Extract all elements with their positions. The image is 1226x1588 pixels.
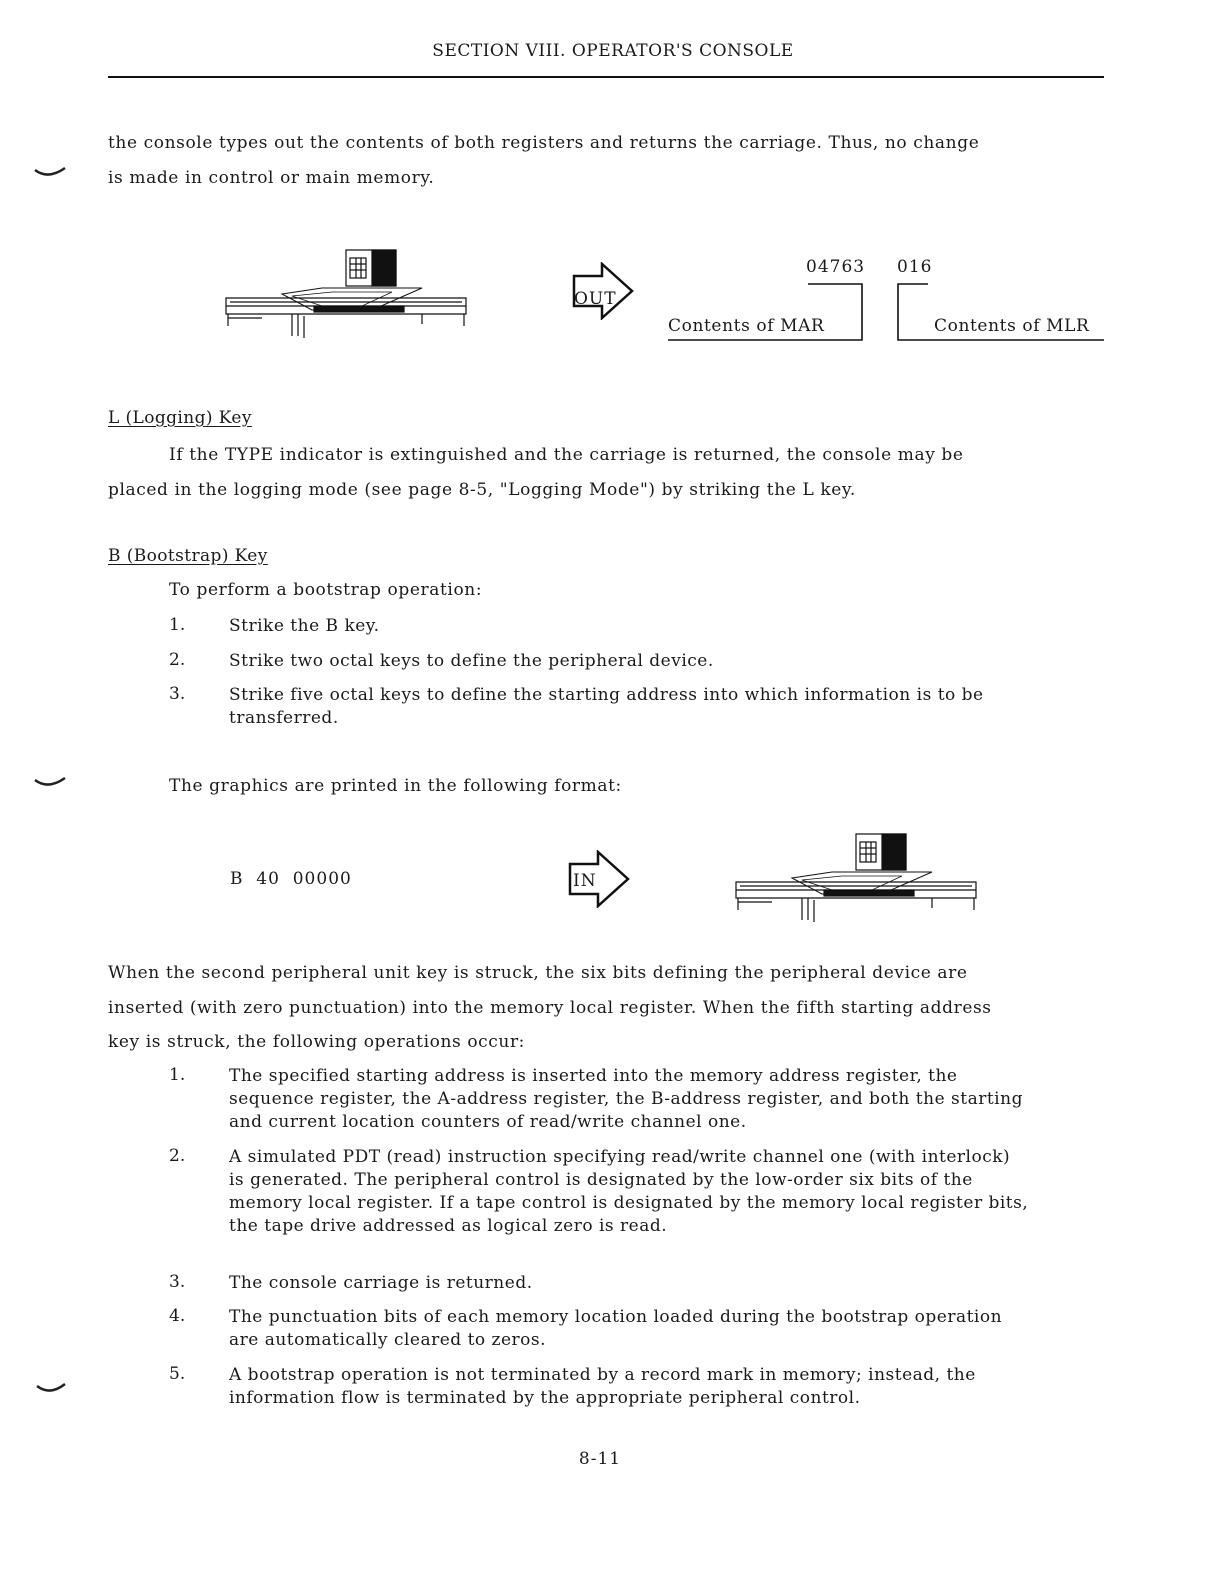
operation-text: The punctuation bits of each memory location loaded during the bootstrap operation are automatically cleared to zeros. [229, 1307, 1003, 1350]
step-text: Strike the B key. [229, 616, 380, 636]
intro-paragraph [108, 126, 1108, 195]
logging-heading: L (Logging) Key [108, 408, 252, 428]
intro-line-1: the console types out the contents of both registers and returns the carriage. Thus, no change [108, 133, 980, 153]
format-intro: The graphics are printed in the following format: [169, 776, 622, 796]
operation-text: A simulated PDT (read) instruction specifying read/write channel one (with interlock) is generated. The peripheral control is designated by the low-order six bits of the memory local register. If a tape control is designated by the memory local register bits, the tape drive addressed as logical zero is read. [229, 1147, 1029, 1236]
mar-label: Contents of MAR [668, 316, 825, 336]
mlr-value: 016 [897, 257, 933, 277]
operation-number: 3. [169, 1272, 186, 1292]
page-header: SECTION VIII. OPERATOR'S CONSOLE [432, 41, 794, 61]
operation-number: 2. [169, 1146, 186, 1166]
bootstrap-format-text: B 40 00000 [230, 869, 352, 889]
intro-line-2: is made in control or main memory. [108, 167, 435, 188]
operation-text: A bootstrap operation is not terminated by a record mark in memory; instead, the information flow is terminated by the appropriate peripheral control. [229, 1365, 976, 1408]
bootstrap-intro: To perform a bootstrap operation: [169, 580, 483, 600]
after-line-2: inserted (with zero punctuation) into the memory local register. When the fifth starting address [108, 997, 992, 1018]
step-number: 1. [169, 615, 186, 635]
logging-paragraph [108, 438, 1108, 507]
operation-number: 5. [169, 1364, 186, 1384]
bootstrap-heading: B (Bootstrap) Key [108, 546, 268, 566]
step-text: Strike two octal keys to define the peripheral device. [229, 651, 714, 671]
margin-check-mark-icon [36, 1382, 66, 1396]
mar-value: 04763 [806, 257, 866, 277]
logging-line-2: placed in the logging mode (see page 8-5, "Logging Mode") by striking the L key. [108, 479, 856, 500]
step-number: 2. [169, 650, 186, 670]
after-paragraph [108, 956, 1118, 1060]
step-number: 3. [169, 684, 186, 704]
margin-check-mark-icon [34, 166, 66, 180]
operation-number: 4. [169, 1306, 186, 1326]
register-brackets [666, 280, 1108, 346]
operation-text: The specified starting address is inserted into the memory address register, the sequence register, the A-address register, the B-address register, and both the starting and current location counters of read/write channel one. [229, 1066, 1023, 1132]
in-arrow-label: IN [573, 871, 597, 891]
after-line-1: When the second peripheral unit key is struck, the six bits defining the peripheral device are [108, 963, 968, 983]
console-illustration [222, 244, 474, 344]
logging-line-1: If the TYPE indicator is extinguished and the carriage is returned, the console may be [169, 445, 964, 465]
operation-text: The console carriage is returned. [229, 1273, 533, 1293]
console-illustration [732, 828, 984, 928]
page-number: 8-11 [578, 1449, 622, 1469]
after-line-3: key is struck, the following operations occur: [108, 1032, 525, 1052]
out-arrow-label: OUT [574, 289, 617, 309]
header-rule [108, 76, 1104, 78]
step-text: Strike five octal keys to define the starting address into which information is to be transferred. [229, 685, 984, 728]
margin-check-mark-icon [34, 776, 66, 790]
operation-number: 1. [169, 1065, 186, 1085]
mlr-label: Contents of MLR [934, 316, 1090, 336]
